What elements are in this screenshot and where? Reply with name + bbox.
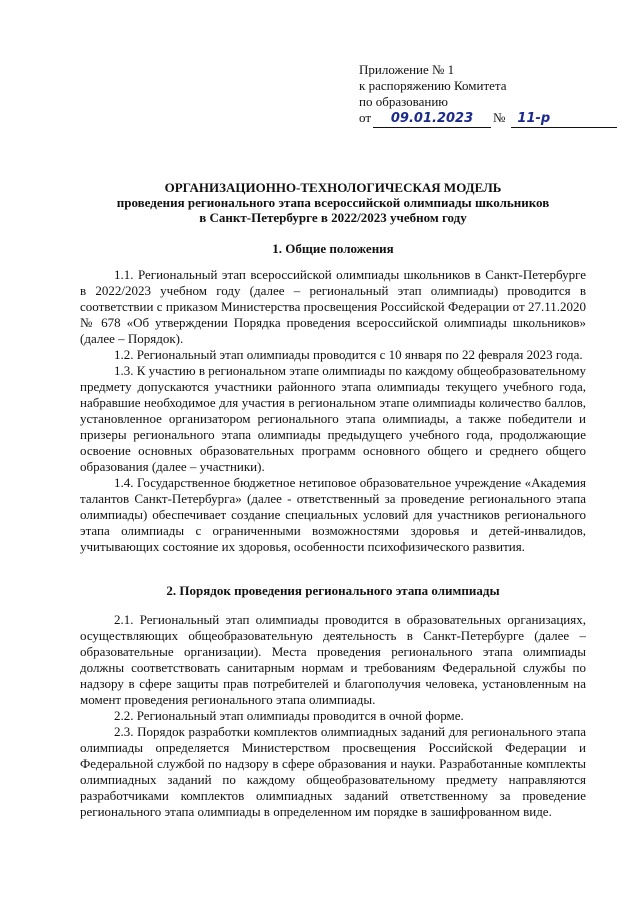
paragraph-1-3: 1.3. К участию в региональном этапе олимпиады по каждому общеобразовательному предмету допускаются участники районного этапа олимпиады текущего учебного года, набравшие необходимое для участия в региональном этапе олимпиады количество баллов, установленное организатором регионального этапа олимпиады, а также победители и призеры регионального этапа олимпиады предыдущего учебного года, продолжающие освоение основных образовательных программ основного общего и среднего общего образования (далее – участники). bbox=[80, 363, 586, 474]
title-line-2: проведения регионального этапа всероссийской олимпиады школьников bbox=[116, 195, 550, 210]
appendix-order-ref: к распоряжению Комитета bbox=[359, 78, 507, 93]
paragraph-1-4: 1.4. Государственное бюджетное нетиповое образовательное учреждение «Академия талантов Санкт-Петербурга» (далее - ответственный за проведение регионального этапа олимпиады) обеспечивает создание специальных условий для участников регионального этапа олимпиады с ограниченными возможностями здоровья и детей-инвалидов, учитывающих состояние их здоровья, особенности психофизического развития. bbox=[80, 475, 586, 554]
section-2-heading: 2. Порядок проведения регионального этапа олимпиады bbox=[166, 583, 500, 598]
document-title bbox=[80, 180, 586, 225]
appendix-header bbox=[359, 62, 617, 128]
title-line-3: в Санкт-Петербурге в 2022/2023 учебном году bbox=[199, 210, 467, 225]
title-line-1: ОРГАНИЗАЦИОННО-ТЕХНОЛОГИЧЕСКАЯ МОДЕЛЬ bbox=[164, 180, 502, 195]
handwritten-date: 09.01.2023 bbox=[373, 112, 491, 128]
number-sign: № bbox=[493, 110, 506, 125]
handwritten-number: 11-р bbox=[511, 112, 617, 128]
section-1-body bbox=[80, 267, 586, 555]
section-2-body bbox=[80, 612, 586, 820]
paragraph-1-2: 1.2. Региональный этап олимпиады проводится с 10 января по 22 февраля 2023 года. bbox=[114, 347, 583, 362]
paragraph-2-1: 2.1. Региональный этап олимпиады проводится в образовательных организациях, осуществляющих общеобразовательную деятельность в Санкт-Петербурге (далее – образовательные организации). Места проведения регионального этапа олимпиады должны соответствовать санитарным нормам и требованиям Федеральной службы по надзору в сфере защиты прав потребителей и благополучия человека, установленным на момент проведения регионального этапа олимпиады. bbox=[80, 612, 586, 707]
paragraph-1-1: 1.1. Региональный этап всероссийской олимпиады школьников в Санкт-Петербурге в 2022/2023 учебном году (далее – региональный этап олимпиады) проводится в соответствии с приказом Министерства просвещения Российской Федерации от 27.11.2020 № 678 «Об утверждении Порядка проведения всероссийской олимпиады школьников» (далее – Порядок). bbox=[80, 267, 586, 346]
date-prefix: от bbox=[359, 110, 372, 125]
paragraph-2-2: 2.2. Региональный этап олимпиады проводится в очной форме. bbox=[114, 708, 464, 723]
date-number-line bbox=[359, 110, 617, 128]
paragraph-2-3: 2.3. Порядок разработки комплектов олимпиадных заданий для регионального этапа олимпиады определяется Министерством просвещения Российской Федерации и Федеральной службой по надзору в сфере образования и науки. Разработанные комплекты олимпиадных заданий по каждому общеобразовательному предмету направляются разработчиками комплектов олимпиадных заданий ответственному за проведение регионального этапа олимпиады в определенном им порядке в зашифрованном виде. bbox=[80, 724, 586, 819]
appendix-committee: по образованию bbox=[359, 94, 449, 109]
appendix-number: Приложение № 1 bbox=[359, 62, 455, 77]
section-1-heading: 1. Общие положения bbox=[272, 241, 394, 256]
